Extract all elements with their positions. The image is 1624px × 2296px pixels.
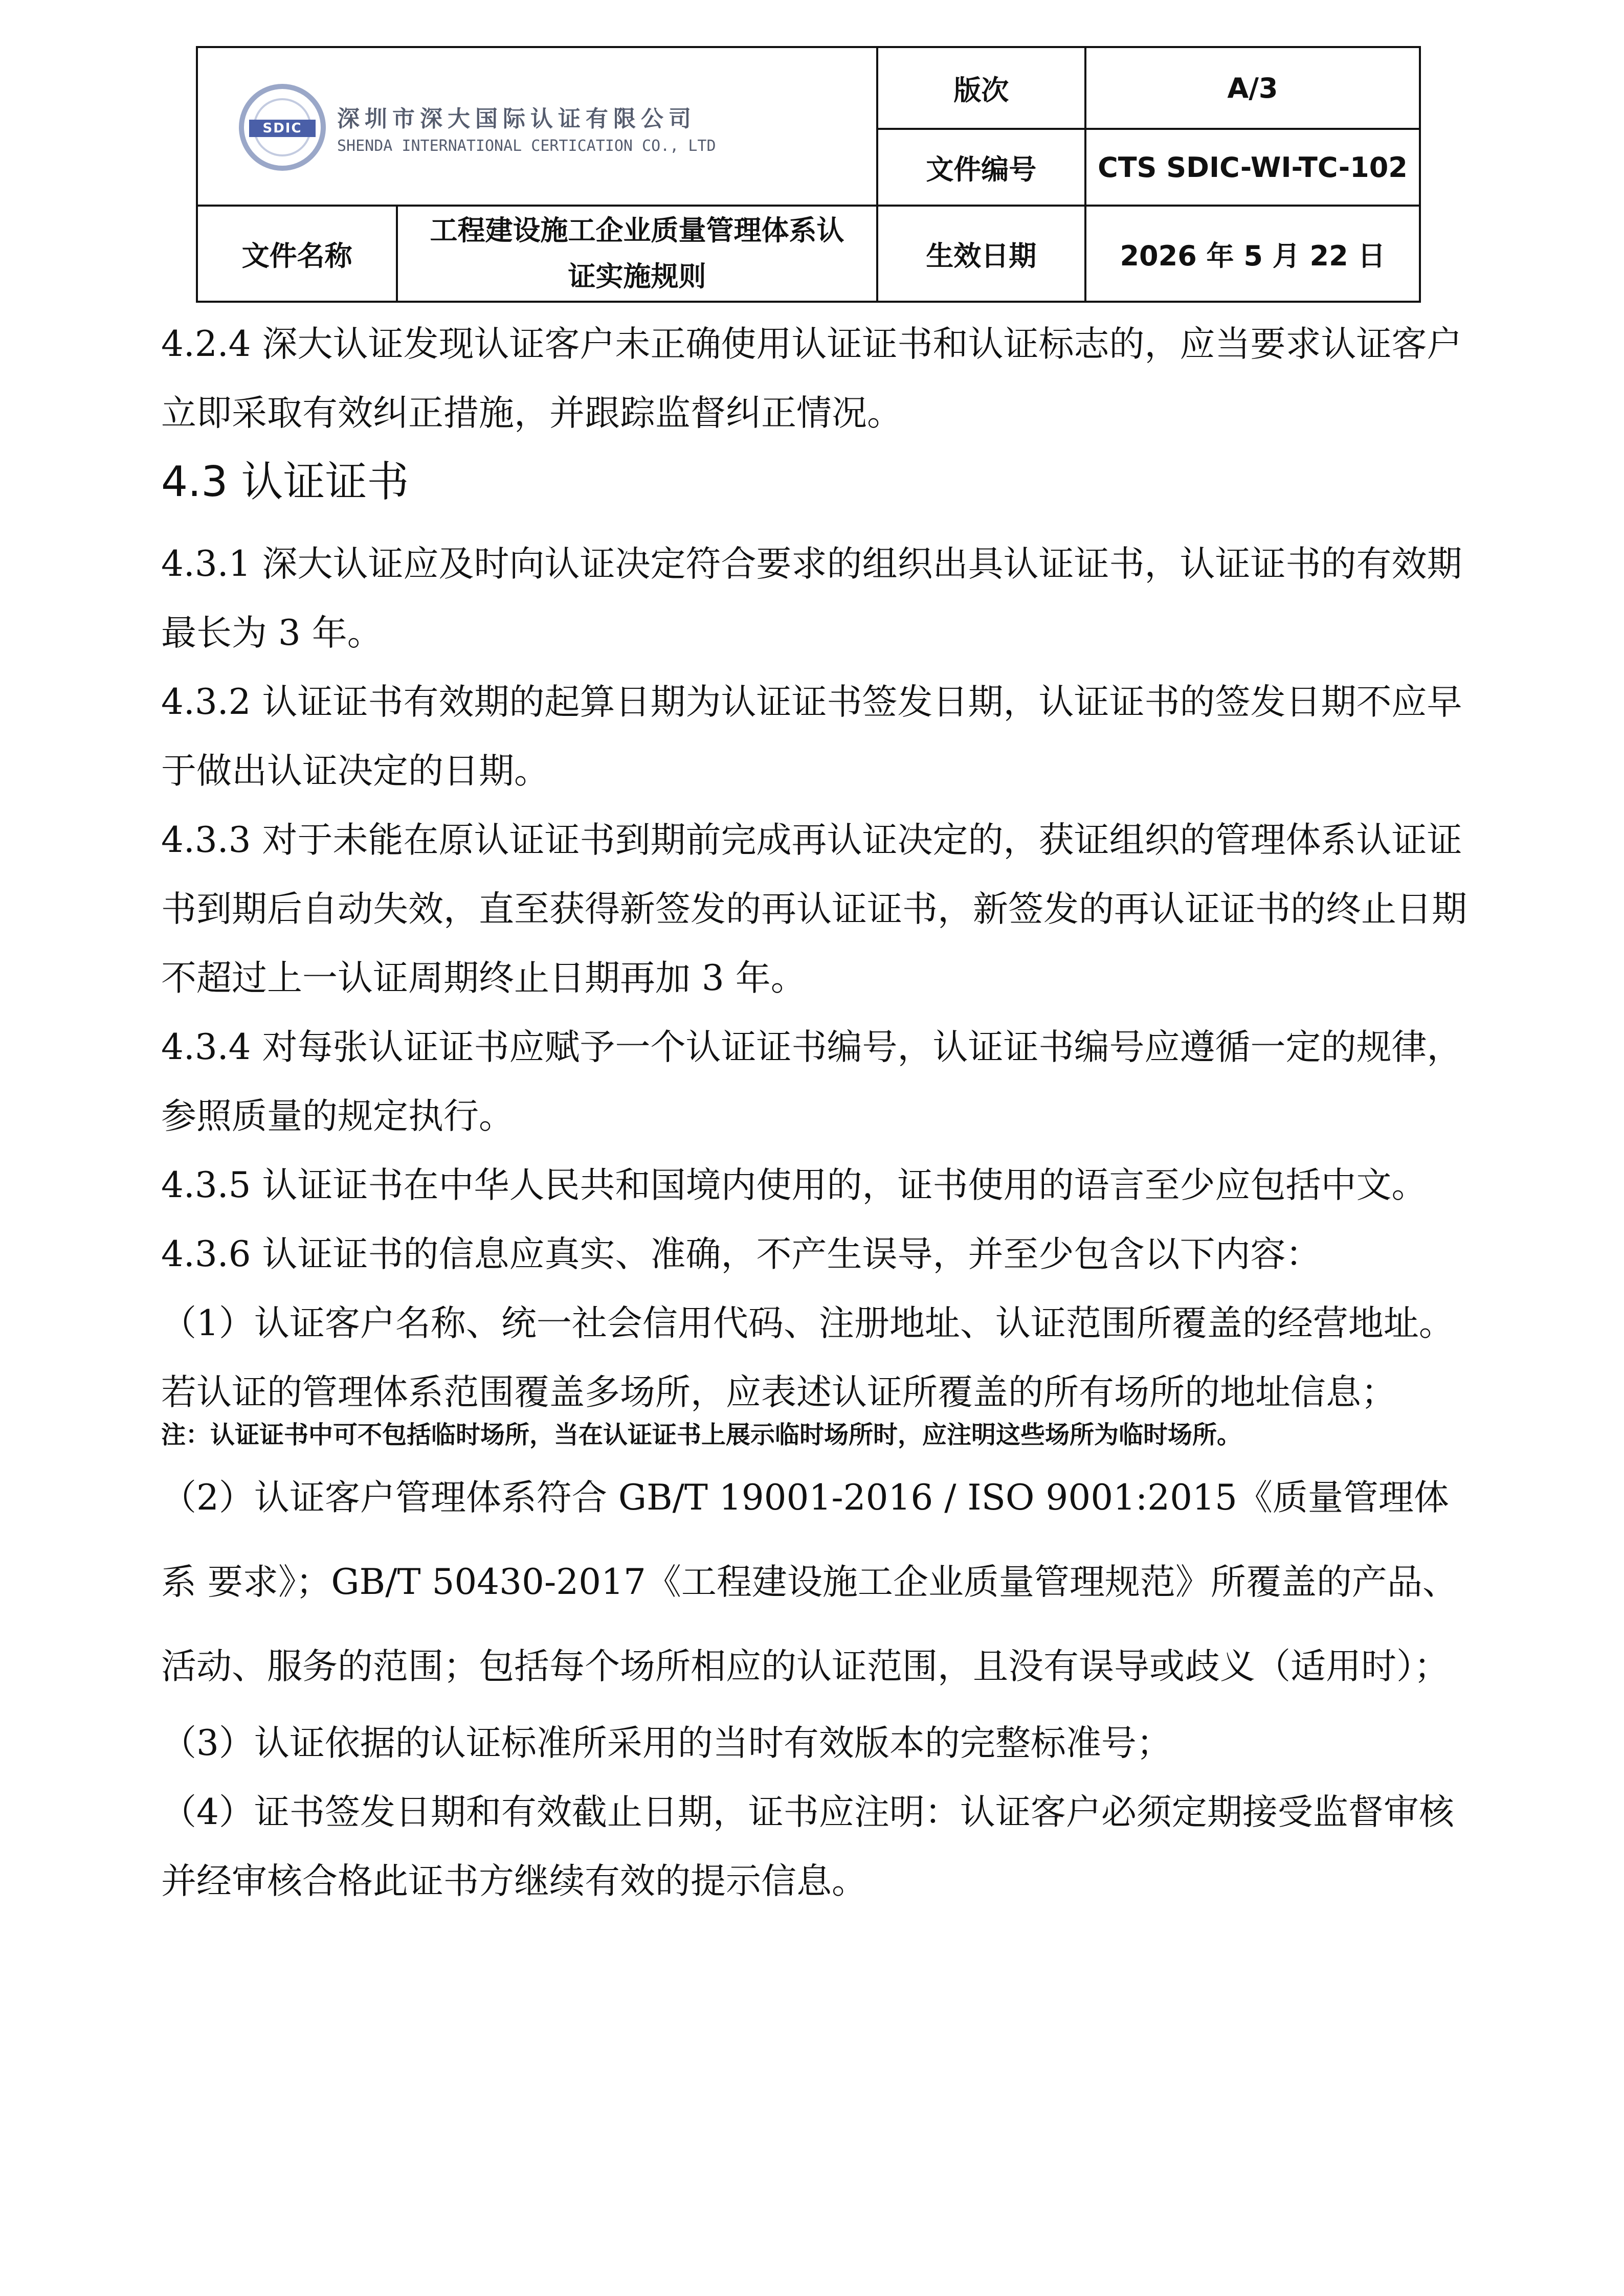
document-body xyxy=(161,310,1471,1916)
document-header-table xyxy=(196,46,1421,303)
effective-date-label: 生效日期 xyxy=(877,206,1085,302)
version-label: 版次 xyxy=(877,47,1085,129)
paragraph-4-3-5: 4.3.5 认证证书在中华人民共和国境内使用的，证书使用的语言至少应包括中文。 xyxy=(161,1165,1427,1206)
list-item-1: （1）认证客户名称、统一社会信用代码、注册地址、认证范围所覆盖的经营地址。若认证的管理体系范围覆盖多场所，应表述认证所覆盖的所有场所的地址信息； xyxy=(161,1303,1454,1413)
version-value: A/3 xyxy=(1085,47,1420,129)
note-temporary-sites: 注：认证证书中可不包括临时场所，当在认证证书上展示临时场所时，应注明这些场所为临时场所。 xyxy=(161,1421,1242,1449)
sdic-logo-icon xyxy=(239,84,326,171)
company-logo xyxy=(239,84,716,171)
paragraph-4-3-1: 4.3.1 深大认证应及时向认证决定符合要求的组织出具认证证书，认证证书的有效期最长为 3 年。 xyxy=(161,544,1462,654)
doc-name-label: 文件名称 xyxy=(197,206,397,302)
paragraph-4-3-3: 4.3.3 对于未能在原认证证书到期前完成再认证决定的，获证组织的管理体系认证证书到期后自动失效，直至获得新签发的再认证证书，新签发的再认证证书的终止日期不超过上一认证周期终止日期再加 3 年。 xyxy=(161,820,1467,999)
paragraph-4-2-4: 4.2.4 深大认证发现认证客户未正确使用认证证书和认证标志的，应当要求认证客户立即采取有效纠正措施，并跟踪监督纠正情况。 xyxy=(161,324,1462,434)
section-heading-4-3: 4.3 认证证书 xyxy=(161,458,409,506)
doc-number-label: 文件编号 xyxy=(877,129,1085,206)
paragraph-4-3-2: 4.3.2 认证证书有效期的起算日期为认证证书签发日期，认证证书的签发日期不应早于做出认证决定的日期。 xyxy=(161,682,1462,792)
list-item-3: （3）认证依据的认证标准所采用的当时有效版本的完整标准号； xyxy=(161,1723,1172,1764)
company-name-en: SHENDA INTERNATIONAL CERTICATION CO., LTD xyxy=(337,137,716,155)
paragraph-4-3-6: 4.3.6 认证证书的信息应真实、准确，不产生误导，并至少包含以下内容： xyxy=(161,1234,1321,1275)
logo-band-text: SDIC xyxy=(249,120,316,137)
effective-date-value: 2026 年 5 月 22 日 xyxy=(1085,206,1420,302)
list-item-4: （4）证书签发日期和有效截止日期，证书应注明：认证客户必须定期接受监督审核并经审核合格此证书方继续有效的提示信息。 xyxy=(161,1792,1454,1902)
list-item-2: （2）认证客户管理体系符合 GB/T 19001-2016 / ISO 9001:2015《质量管理体系 要求》；GB/T 50430-2017《工程建设施工企业质量管理规范》所覆盖的产品、活动、服务的范围；包括每个场所相应的认证范围，且没有误导或歧义（适用时）； xyxy=(161,1477,1458,1687)
company-name-cn: 深圳市深大国际认证有限公司 xyxy=(337,105,696,132)
doc-name-value: 工程建设施工企业质量管理体系认证实施规则 xyxy=(397,206,877,302)
paragraph-4-3-4: 4.3.4 对每张认证证书应赋予一个认证证书编号，认证证书编号应遵循一定的规律，参照质量的规定执行。 xyxy=(161,1027,1462,1137)
doc-number-value: CTS SDIC-WI-TC-102 xyxy=(1085,129,1420,206)
company-logo-cell xyxy=(197,47,877,206)
